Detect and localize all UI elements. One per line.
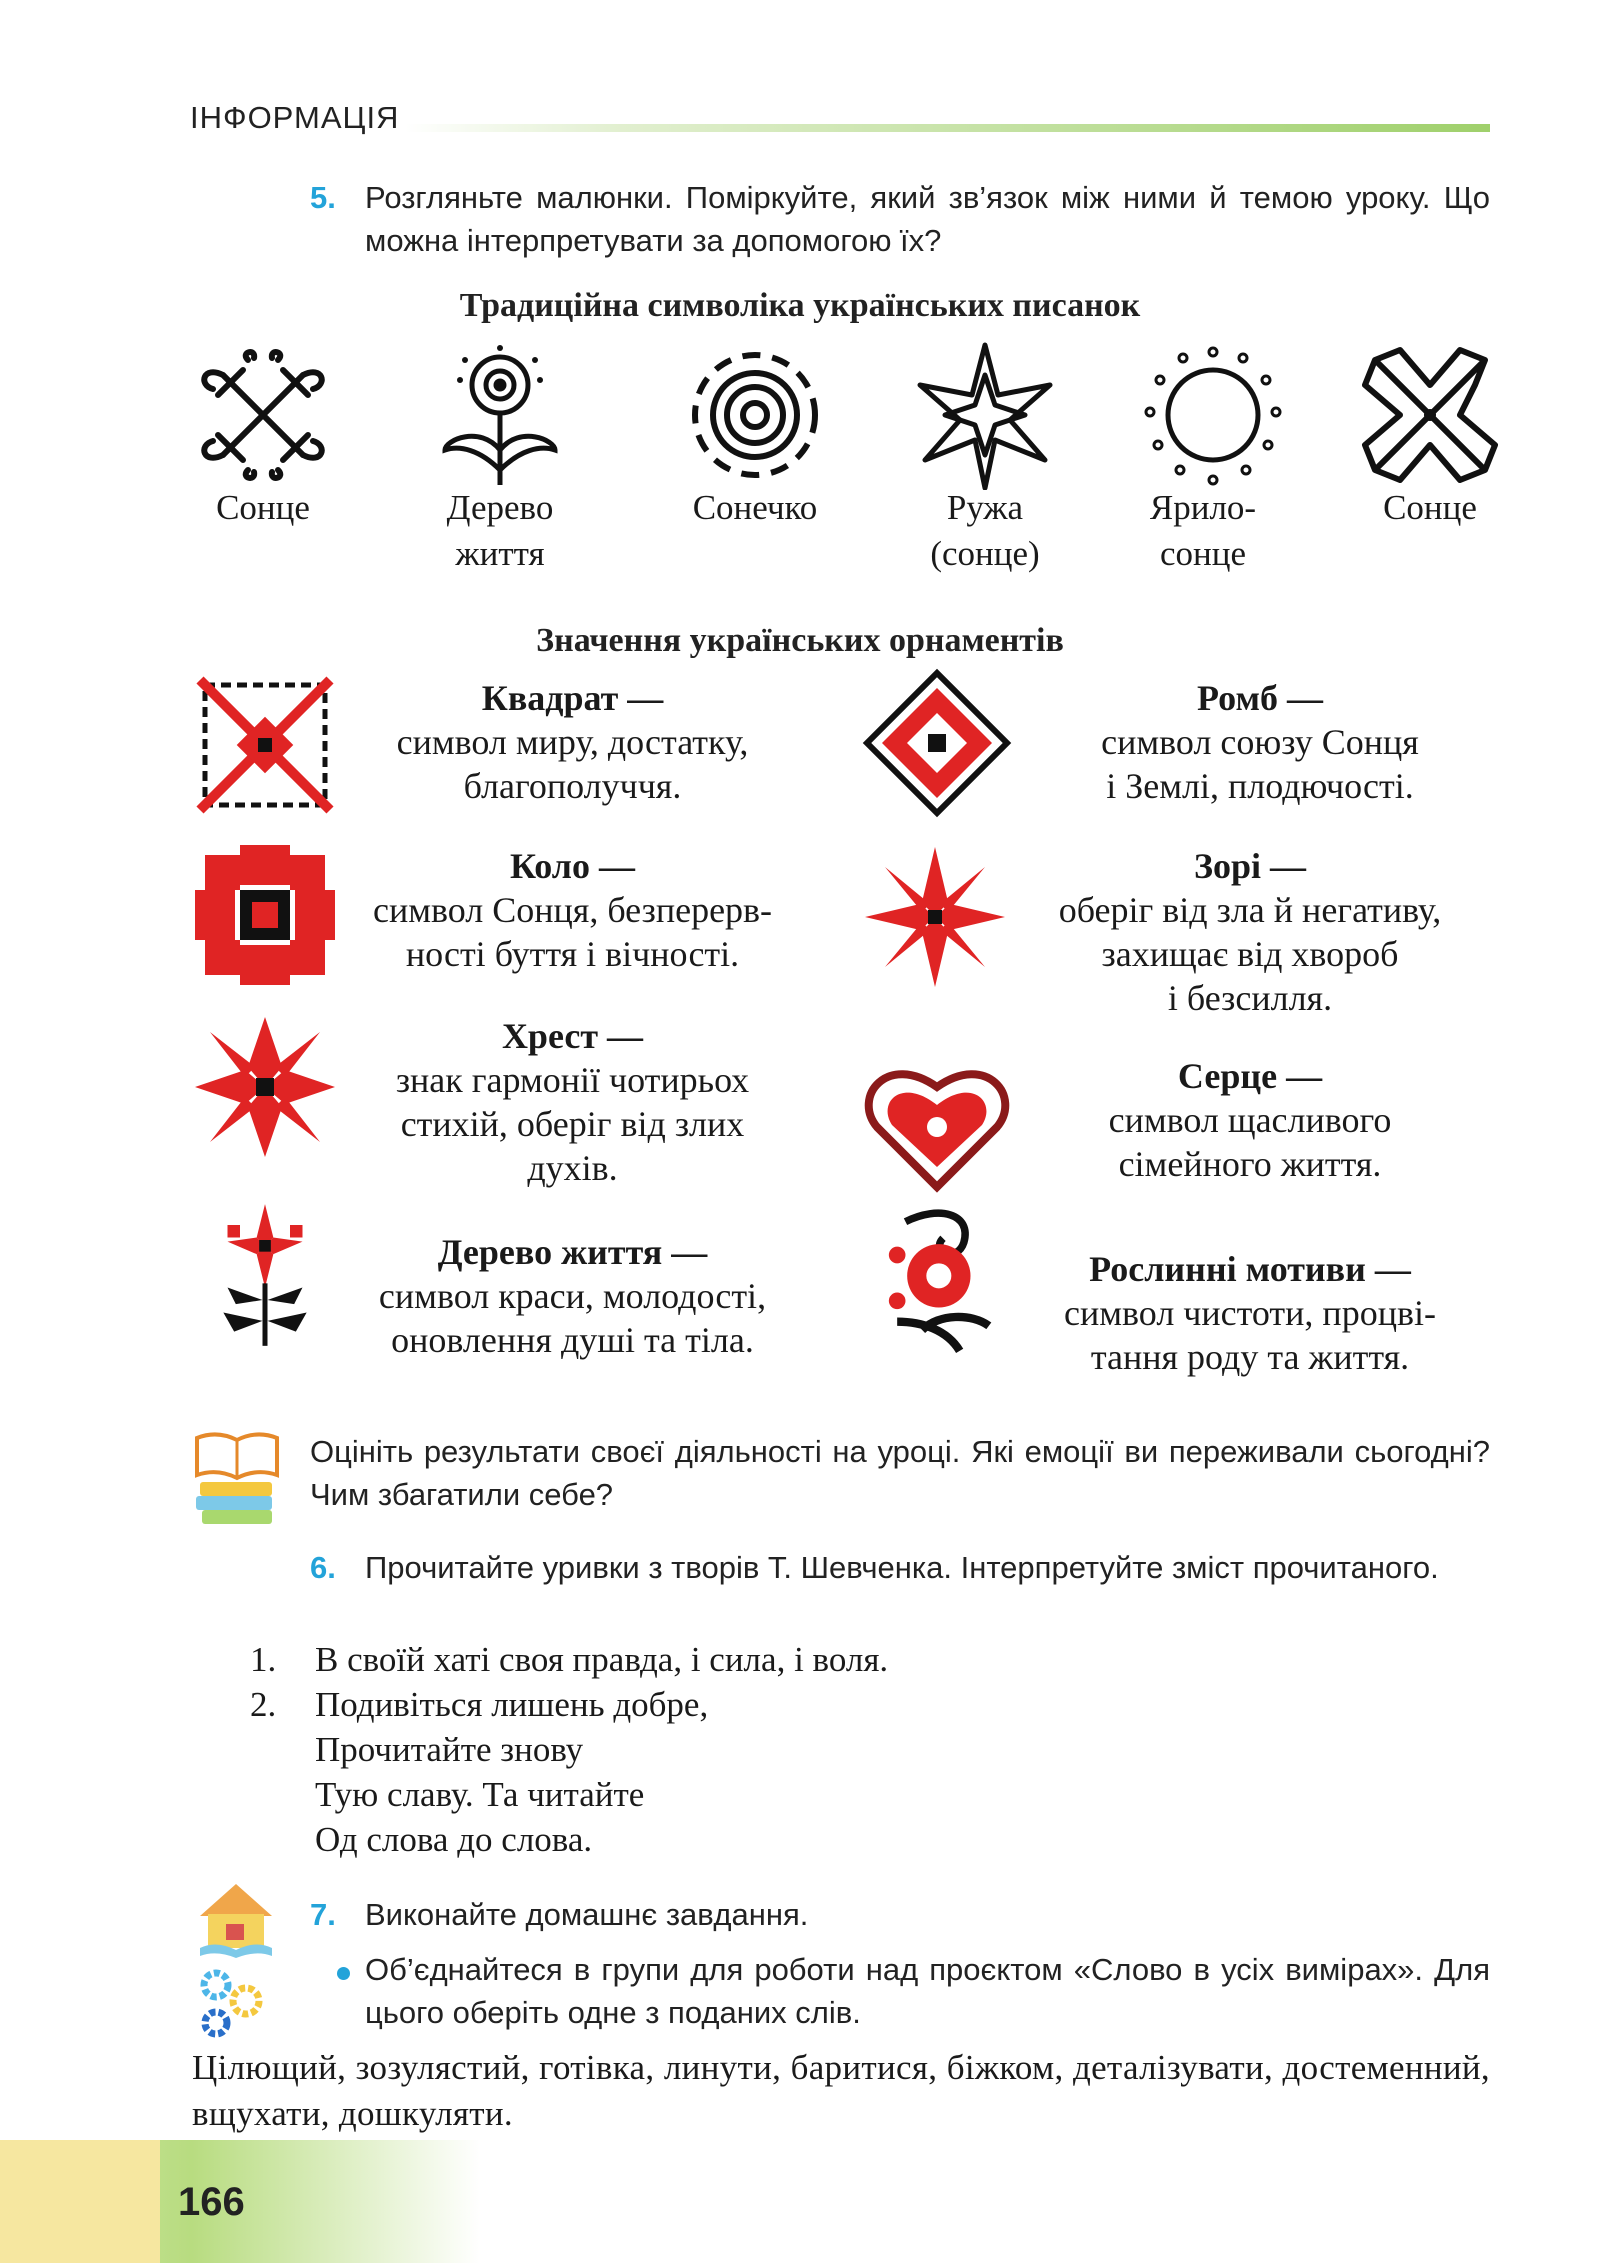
sun-x-icon [1355,340,1505,490]
open-book-icon [192,1430,282,1530]
little-sun-icon [680,340,830,490]
word-list: Цілющий, зозулястий, готівка, линути, баритися, біжком, деталізувати, достеменний, вщухати, дошкуляти. [192,2048,1490,2133]
tree-of-life-icon [425,340,575,490]
rhombus-ornament-icon [862,668,1012,818]
quote-1: В своїй хаті своя правда, і сила, і воля. [315,1640,889,1679]
task-7-number: 7. [310,1897,336,1932]
ornament-stars: Зорі — оберіг від зла й негативу, захищає від хвороб і безсилля. [1058,846,1442,1018]
rose-star-icon [910,340,1060,490]
yarylo-sun-icon [1138,340,1288,490]
home-task-icon [196,1880,276,1960]
task-7-text: Виконайте домашнє завдання. [365,1897,809,1932]
symbol-label-4: Ружа (сонце) [930,488,1040,573]
section-header: ІНФОРМАЦІЯ [190,100,400,135]
quote-1-number: 1. [250,1640,277,1679]
sun-cross-icon [188,340,338,490]
footer-tab [0,2140,160,2263]
task-6-text: Прочитайте уривки з творів Т. Шевченка. Інтерпретуйте зміст прочитаного. [365,1550,1439,1585]
ornament-plants: Рослинні мотиви — символ чистоти, процві- тання роду та життя. [1064,1249,1436,1377]
task-6-number: 6. [310,1550,336,1585]
symbol-label-2: Дерево життя [446,488,554,573]
project-text: Об’єднайтеся в групи для роботи над проєктом «Слово в усіх вимірах». Для цього оберіть одне з поданих слів. [365,1952,1490,2030]
heart-ornament-icon [862,1047,1012,1197]
cross-ornament-icon [190,1012,340,1162]
quote-2: Подивіться лишень добре, Прочитайте знову Тую славу. Та читайте Од слова до слова. [315,1685,709,1859]
tree-ornament-icon [190,1200,340,1350]
ornament-heart: Серце — символ щасливого сімейного життя. [1108,1056,1392,1184]
gears-icon [194,1965,274,2045]
ornament-tree: Дерево життя — символ краси, молодості, оновлення душі та тіла. [378,1232,767,1360]
star-ornament-icon [860,842,1010,992]
reflection-text: Оцініть результати своєї діяльності на уроці. Які емоції ви переживали сьогодні? Чим збагатили себе? [310,1434,1490,1512]
ornament-circle: Коло — символ Сонця, безперерв- ності буття і вічності. [372,846,773,974]
ornament-square: Квадрат — символ миру, достатку, благополуччя. [396,678,749,806]
bullet-icon [337,1967,350,1980]
ornaments-title: Значення українських орнаментів [536,622,1064,659]
symbol-label-5: Ярило- сонце [1149,488,1257,573]
quote-2-number: 2. [250,1685,277,1724]
circle-ornament-icon [190,840,340,990]
task-5-number: 5. [310,180,336,215]
pysanky-title: Традиційна символіка українських писанок [459,287,1141,324]
task-5-text: Розгляньте малюнки. Поміркуйте, який зв’язок між ними й темою уроку. Що можна інтерпретувати за допомогою їх? [365,180,1490,258]
symbol-label-6: Сонце [1383,488,1477,527]
square-ornament-icon [190,670,340,820]
page-number: 166 [178,2180,245,2224]
ornament-rhombus: Ромб — символ союзу Сонця і Землі, плодючості. [1101,678,1419,806]
header-divider [405,124,1490,132]
ornament-cross: Хрест — знак гармонії чотирьох стихій, оберіг від злих духів. [395,1016,750,1188]
plant-ornament-icon [868,1205,1018,1355]
symbol-label-3: Сонечко [692,488,818,527]
symbol-label-1: Сонце [216,488,310,527]
